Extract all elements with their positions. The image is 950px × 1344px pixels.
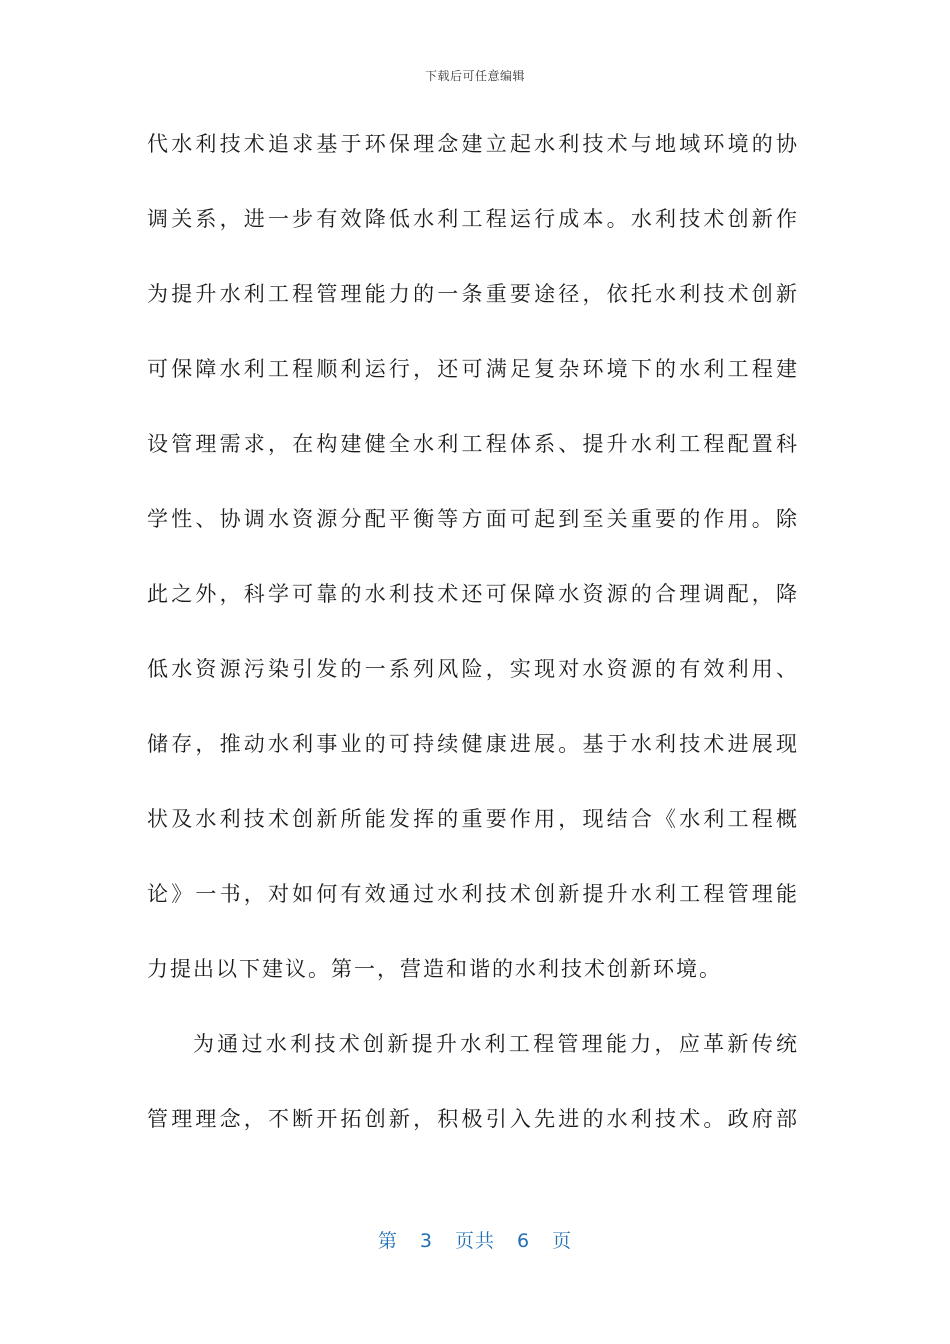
footer-total-pages: 6 <box>517 1230 531 1252</box>
header-note: 下载后可任意编辑 <box>424 69 525 83</box>
text-line: 低水资源污染引发的一系列风险，实现对水资源的有效利用、 <box>147 657 797 681</box>
text-line: 力提出以下建议。第一，营造和谐的水利技术创新环境。 <box>147 957 722 981</box>
footer-current-page: 3 <box>419 1230 433 1252</box>
text-line: 调关系，进一步有效降低水利工程运行成本。水利技术创新作 <box>147 207 797 231</box>
text-line: 代水利技术追求基于环保理念建立起水利技术与地域环境的协 <box>147 132 797 156</box>
text-line: 此之外，科学可靠的水利技术还可保障水资源的合理调配，降 <box>147 582 797 606</box>
page-number-footer <box>0 1226 950 1253</box>
text-line: 为提升水利工程管理能力的一条重要途径，依托水利技术创新 <box>147 282 797 306</box>
text-line: 学性、协调水资源分配平衡等方面可起到至关重要的作用。除 <box>147 507 797 531</box>
text-line: 状及水利技术创新所能发挥的重要作用，现结合《水利工程概 <box>147 807 797 831</box>
footer-suffix: 页 <box>552 1230 573 1252</box>
text-line: 设管理需求，在构建健全水利工程体系、提升水利工程配置科 <box>147 432 797 456</box>
text-line: 储存，推动水利事业的可持续健康进展。基于水利技术进展现 <box>147 732 797 756</box>
body-text <box>147 122 797 1172</box>
text-line: 论》一书，对如何有效通过水利技术创新提升水利工程管理能 <box>147 882 797 906</box>
text-line-indented: 为通过水利技术创新提升水利工程管理能力，应革新传统 <box>193 1032 797 1056</box>
footer-prefix: 第 <box>377 1230 398 1252</box>
text-line: 可保障水利工程顺利运行，还可满足复杂环境下的水利工程建 <box>147 357 797 381</box>
footer-middle: 页共 <box>454 1230 495 1252</box>
text-line: 管理理念，不断开拓创新，积极引入先进的水利技术。政府部 <box>147 1107 797 1131</box>
